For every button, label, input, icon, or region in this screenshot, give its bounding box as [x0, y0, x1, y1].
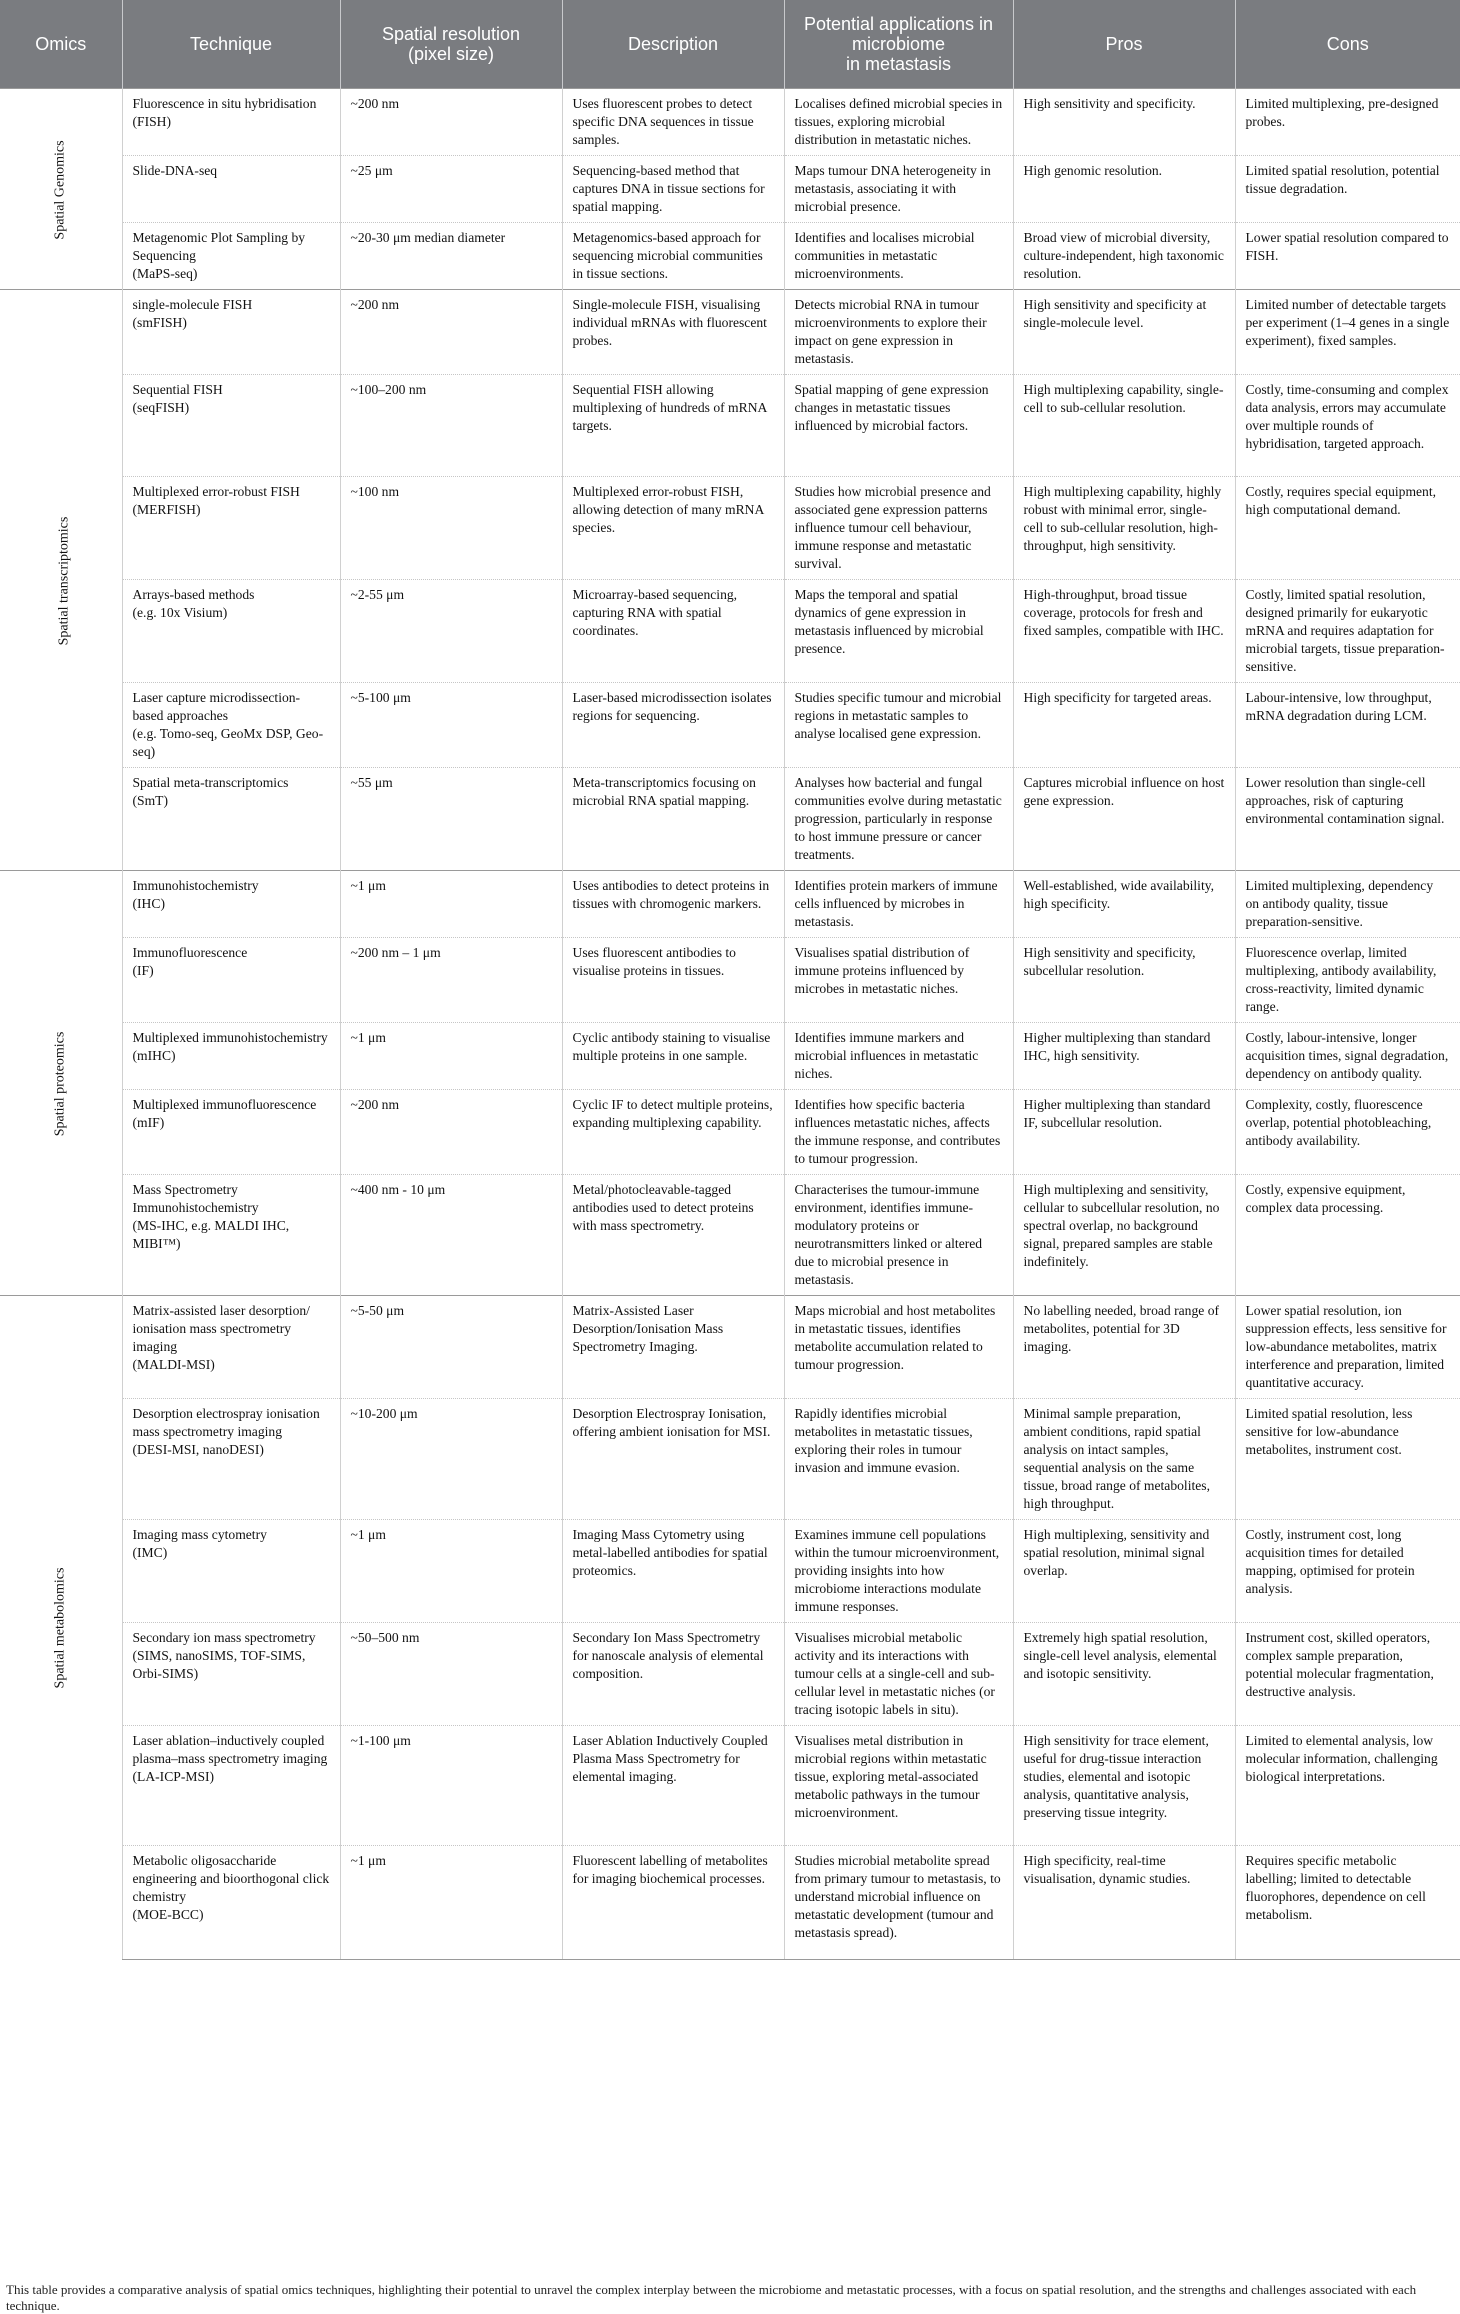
cell-resolution: ~1 μm	[340, 1023, 562, 1090]
cell-applications: Maps microbial and host metabolites in metastatic tissues, identifies metabolite accumulation related to tumour progression.	[784, 1296, 1013, 1399]
cell-resolution: ~25 μm	[340, 156, 562, 223]
cell-cons: Limited multiplexing, pre-designed probes.	[1235, 89, 1460, 156]
cell-applications: Maps the temporal and spatial dynamics of gene expression in metastasis influenced by microbial presence.	[784, 580, 1013, 683]
cell-description: Metagenomics-based approach for sequencing microbial communities in tissue sections.	[562, 223, 784, 290]
cell-applications: Characterises the tumour-immune environment, identifies immune-modulatory proteins or neurotransmitters linked or altered due to microbial presence in metastasis.	[784, 1175, 1013, 1296]
cell-technique: Metagenomic Plot Sampling by Sequencing (MaPS-seq)	[122, 223, 340, 290]
cell-pros: High-throughput, broad tissue coverage, protocols for fresh and fixed samples, compatible with IHC.	[1013, 580, 1235, 683]
table-header	[0, 0, 1460, 89]
cell-pros: High multiplexing capability, single-cell to sub-cellular resolution.	[1013, 375, 1235, 477]
cell-technique: Multiplexed immunofluorescence (mIF)	[122, 1090, 340, 1175]
cell-pros: High genomic resolution.	[1013, 156, 1235, 223]
omics-group-cell	[0, 871, 122, 1296]
cell-cons: Lower spatial resolution, ion suppression effects, less sensitive for low-abundance metabolites, matrix interference and preparation, limited quantitative accuracy.	[1235, 1296, 1460, 1399]
cell-description: Imaging Mass Cytometry using metal-labelled antibodies for spatial proteomics.	[562, 1520, 784, 1623]
cell-pros: High multiplexing, sensitivity and spatial resolution, minimal signal overlap.	[1013, 1520, 1235, 1623]
cell-technique: Multiplexed immunohistochemistry (mIHC)	[122, 1023, 340, 1090]
cell-cons: Labour-intensive, low throughput, mRNA degradation during LCM.	[1235, 683, 1460, 768]
cell-cons: Instrument cost, skilled operators, complex sample preparation, potential molecular fragmentation, destructive analysis.	[1235, 1623, 1460, 1726]
cell-description: Multiplexed error-robust FISH, allowing detection of many mRNA species.	[562, 477, 784, 580]
cell-cons: Limited multiplexing, dependency on antibody quality, tissue preparation-sensitive.	[1235, 871, 1460, 938]
cell-description: Metal/photocleavable-tagged antibodies used to detect proteins with mass spectrometry.	[562, 1175, 784, 1296]
cell-applications: Maps tumour DNA heterogeneity in metastasis, associating it with microbial presence.	[784, 156, 1013, 223]
omics-group-label: Spatial transcriptomics	[56, 516, 72, 645]
cell-cons: Fluorescence overlap, limited multiplexing, antibody availability, cross-reactivity, limited dynamic range.	[1235, 938, 1460, 1023]
cell-cons: Limited number of detectable targets per experiment (1–4 genes in a single experiment), fixed samples.	[1235, 290, 1460, 375]
cell-description: Fluorescent labelling of metabolites for imaging biochemical processes.	[562, 1846, 784, 1960]
cell-technique: Secondary ion mass spectrometry (SIMS, nanoSIMS, TOF-SIMS, Orbi-SIMS)	[122, 1623, 340, 1726]
cell-pros: High multiplexing and sensitivity, cellular to subcellular resolution, no spectral overlap, no background signal, prepared samples are stable indefinitely.	[1013, 1175, 1235, 1296]
cell-resolution: ~50–500 nm	[340, 1623, 562, 1726]
cell-description: Uses antibodies to detect proteins in tissues with chromogenic markers.	[562, 871, 784, 938]
table-row	[0, 1023, 1460, 1090]
header-omics: Omics	[0, 0, 122, 89]
cell-resolution: ~2-55 μm	[340, 580, 562, 683]
table-row	[0, 223, 1460, 290]
cell-resolution: ~100–200 nm	[340, 375, 562, 477]
table-row	[0, 477, 1460, 580]
cell-cons: Costly, instrument cost, long acquisition times for detailed mapping, optimised for protein analysis.	[1235, 1520, 1460, 1623]
cell-technique: Slide-DNA-seq	[122, 156, 340, 223]
cell-resolution: ~200 nm	[340, 1090, 562, 1175]
cell-pros: Minimal sample preparation, ambient conditions, rapid spatial analysis on intact samples, sequential analysis on the same tissue, broad range of metabolites, high throughput.	[1013, 1399, 1235, 1520]
cell-description: Uses fluorescent antibodies to visualise proteins in tissues.	[562, 938, 784, 1023]
cell-applications: Identifies how specific bacteria influences metastatic niches, affects the immune response, and contributes to tumour progression.	[784, 1090, 1013, 1175]
cell-pros: High specificity, real-time visualisation, dynamic studies.	[1013, 1846, 1235, 1960]
omics-group-cell	[0, 89, 122, 290]
table-row	[0, 1090, 1460, 1175]
cell-resolution: ~1 μm	[340, 1846, 562, 1960]
table-row	[0, 938, 1460, 1023]
cell-description: Matrix-Assisted Laser Desorption/Ionisation Mass Spectrometry Imaging.	[562, 1296, 784, 1399]
omics-group-label: Spatial proteomics	[52, 1031, 68, 1136]
cell-pros: High sensitivity and specificity.	[1013, 89, 1235, 156]
header-technique: Technique	[122, 0, 340, 89]
cell-pros: High multiplexing capability, highly robust with minimal error, single-cell to sub-cellular resolution, high-throughput, high sensitivity.	[1013, 477, 1235, 580]
cell-technique: Mass Spectrometry Immunohistochemistry (MS-IHC, e.g. MALDI IHC, MIBI™)	[122, 1175, 340, 1296]
cell-description: Desorption Electrospray Ionisation, offering ambient ionisation for MSI.	[562, 1399, 784, 1520]
table-row	[0, 1175, 1460, 1296]
table-row	[0, 1399, 1460, 1520]
table-body	[0, 89, 1460, 1960]
cell-applications: Detects microbial RNA in tumour microenvironments to explore their impact on gene expression in metastasis.	[784, 290, 1013, 375]
header-row	[0, 0, 1460, 89]
header-spatial-resolution: Spatial resolution (pixel size)	[340, 0, 562, 89]
table-row	[0, 375, 1460, 477]
table-row	[0, 1726, 1460, 1846]
cell-description: Secondary Ion Mass Spectrometry for nanoscale analysis of elemental composition.	[562, 1623, 784, 1726]
cell-pros: High sensitivity and specificity at single-molecule level.	[1013, 290, 1235, 375]
cell-resolution: ~100 nm	[340, 477, 562, 580]
omics-group-cell	[0, 1296, 122, 1960]
cell-technique: single-molecule FISH (smFISH)	[122, 290, 340, 375]
cell-applications: Identifies and localises microbial communities in metastatic microenvironments.	[784, 223, 1013, 290]
cell-applications: Studies how microbial presence and associated gene expression patterns influence tumour cell behaviour, immune response and metastatic survival.	[784, 477, 1013, 580]
cell-resolution: ~1 μm	[340, 871, 562, 938]
cell-technique: Fluorescence in situ hybridisation (FISH)	[122, 89, 340, 156]
cell-pros: Captures microbial influence on host gene expression.	[1013, 768, 1235, 871]
cell-pros: Higher multiplexing than standard IF, subcellular resolution.	[1013, 1090, 1235, 1175]
cell-description: Laser Ablation Inductively Coupled Plasma Mass Spectrometry for elemental imaging.	[562, 1726, 784, 1846]
table-row	[0, 1520, 1460, 1623]
table-row	[0, 683, 1460, 768]
cell-resolution: ~200 nm – 1 μm	[340, 938, 562, 1023]
table-row	[0, 290, 1460, 375]
cell-applications: Studies specific tumour and microbial regions in metastatic samples to analyse localised gene expression.	[784, 683, 1013, 768]
cell-cons: Costly, labour-intensive, longer acquisition times, signal degradation, dependency on antibody quality.	[1235, 1023, 1460, 1090]
cell-pros: Extremely high spatial resolution, single-cell level analysis, elemental and isotopic sensitivity.	[1013, 1623, 1235, 1726]
cell-applications: Studies microbial metabolite spread from primary tumour to metastasis, to understand microbial influence on metastatic development (tumour and metastasis spread).	[784, 1846, 1013, 1960]
table-row	[0, 768, 1460, 871]
cell-technique: Imaging mass cytometry (IMC)	[122, 1520, 340, 1623]
cell-resolution: ~1 μm	[340, 1520, 562, 1623]
cell-cons: Complexity, costly, fluorescence overlap, potential photobleaching, antibody availability.	[1235, 1090, 1460, 1175]
omics-group-cell	[0, 290, 122, 871]
cell-technique: Sequential FISH (seqFISH)	[122, 375, 340, 477]
cell-resolution: ~200 nm	[340, 290, 562, 375]
table-row	[0, 156, 1460, 223]
cell-technique: Desorption electrospray ionisation mass spectrometry imaging (DESI-MSI, nanoDESI)	[122, 1399, 340, 1520]
cell-technique: Spatial meta-transcriptomics (SmT)	[122, 768, 340, 871]
table-row	[0, 1296, 1460, 1399]
table-row	[0, 871, 1460, 938]
cell-cons: Costly, time-consuming and complex data analysis, errors may accumulate over multiple rounds of hybridisation, targeted approach.	[1235, 375, 1460, 477]
cell-cons: Lower resolution than single-cell approaches, risk of capturing environmental contamination signal.	[1235, 768, 1460, 871]
cell-pros: No labelling needed, broad range of metabolites, potential for 3D imaging.	[1013, 1296, 1235, 1399]
cell-applications: Identifies immune markers and microbial influences in metastatic niches.	[784, 1023, 1013, 1090]
cell-pros: Higher multiplexing than standard IHC, high sensitivity.	[1013, 1023, 1235, 1090]
cell-applications: Spatial mapping of gene expression changes in metastatic tissues influenced by microbial factors.	[784, 375, 1013, 477]
omics-group-label: Spatial metabolomics	[52, 1567, 68, 1689]
table-row	[0, 580, 1460, 683]
cell-applications: Visualises microbial metabolic activity and its interactions with tumour cells at a single-cell and sub-cellular level in metastatic niches (or tracing isotopic labels in situ).	[784, 1623, 1013, 1726]
cell-description: Sequential FISH allowing multiplexing of hundreds of mRNA targets.	[562, 375, 784, 477]
table-row	[0, 1846, 1460, 1960]
cell-description: Cyclic antibody staining to visualise multiple proteins in one sample.	[562, 1023, 784, 1090]
cell-applications: Visualises metal distribution in microbial regions within metastatic tissue, exploring metal-associated metabolic pathways in the tumour microenvironment.	[784, 1726, 1013, 1846]
cell-resolution: ~10-200 μm	[340, 1399, 562, 1520]
header-cons: Cons	[1235, 0, 1460, 89]
cell-technique: Multiplexed error-robust FISH (MERFISH)	[122, 477, 340, 580]
cell-technique: Immunohistochemistry (IHC)	[122, 871, 340, 938]
cell-resolution: ~400 nm - 10 μm	[340, 1175, 562, 1296]
cell-description: Cyclic IF to detect multiple proteins, expanding multiplexing capability.	[562, 1090, 784, 1175]
cell-pros: High specificity for targeted areas.	[1013, 683, 1235, 768]
cell-technique: Matrix-assisted laser desorption/ ionisation mass spectrometry imaging (MALDI-MSI)	[122, 1296, 340, 1399]
cell-technique: Metabolic oligosaccharide engineering and bioorthogonal click chemistry (MOE-BCC)	[122, 1846, 340, 1960]
cell-resolution: ~55 μm	[340, 768, 562, 871]
header-applications: Potential applications in microbiome in metastasis	[784, 0, 1013, 89]
cell-applications: Rapidly identifies microbial metabolites in metastatic tissues, exploring their roles in tumour invasion and immune evasion.	[784, 1399, 1013, 1520]
cell-description: Single-molecule FISH, visualising individual mRNAs with fluorescent probes.	[562, 290, 784, 375]
table-row	[0, 89, 1460, 156]
cell-applications: Localises defined microbial species in tissues, exploring microbial distribution in metastatic niches.	[784, 89, 1013, 156]
cell-cons: Lower spatial resolution compared to FISH.	[1235, 223, 1460, 290]
cell-cons: Limited spatial resolution, less sensitive for low-abundance metabolites, instrument cost.	[1235, 1399, 1460, 1520]
cell-description: Microarray-based sequencing, capturing RNA with spatial coordinates.	[562, 580, 784, 683]
cell-pros: Well-established, wide availability, high specificity.	[1013, 871, 1235, 938]
omics-group-label: Spatial Genomics	[52, 139, 68, 240]
cell-technique: Immunofluorescence (IF)	[122, 938, 340, 1023]
cell-technique: Laser capture microdissection-based approaches (e.g. Tomo-seq, GeoMx DSP, Geo-seq)	[122, 683, 340, 768]
cell-applications: Examines immune cell populations within the tumour microenvironment, providing insights into how microbiome interactions modulate immune responses.	[784, 1520, 1013, 1623]
cell-cons: Limited spatial resolution, potential tissue degradation.	[1235, 156, 1460, 223]
cell-cons: Costly, limited spatial resolution, designed primarily for eukaryotic mRNA and requires adaptation for microbial targets, tissue preparation-sensitive.	[1235, 580, 1460, 683]
cell-description: Uses fluorescent probes to detect specific DNA sequences in tissue samples.	[562, 89, 784, 156]
cell-pros: Broad view of microbial diversity, culture-independent, high taxonomic resolution.	[1013, 223, 1235, 290]
cell-technique: Laser ablation–inductively coupled plasma–mass spectrometry imaging (LA-ICP-MSI)	[122, 1726, 340, 1846]
cell-applications: Analyses how bacterial and fungal communities evolve during metastatic progression, particularly in response to host immune pressure or cancer treatments.	[784, 768, 1013, 871]
cell-resolution: ~200 nm	[340, 89, 562, 156]
cell-applications: Identifies protein markers of immune cells influenced by microbes in metastasis.	[784, 871, 1013, 938]
cell-applications: Visualises spatial distribution of immune proteins influenced by microbes in metastatic niches.	[784, 938, 1013, 1023]
cell-pros: High sensitivity for trace element, useful for drug-tissue interaction studies, elemental and isotopic analysis, quantitative analysis, preserving tissue integrity.	[1013, 1726, 1235, 1846]
cell-description: Sequencing-based method that captures DNA in tissue sections for spatial mapping.	[562, 156, 784, 223]
header-description: Description	[562, 0, 784, 89]
header-pros: Pros	[1013, 0, 1235, 89]
cell-resolution: ~5-100 μm	[340, 683, 562, 768]
cell-description: Meta-transcriptomics focusing on microbial RNA spatial mapping.	[562, 768, 784, 871]
cell-resolution: ~1-100 μm	[340, 1726, 562, 1846]
cell-description: Laser-based microdissection isolates regions for sequencing.	[562, 683, 784, 768]
cell-resolution: ~20-30 μm median diameter	[340, 223, 562, 290]
table-footnote: This table provides a comparative analysis of spatial omics techniques, highlighting their potential to unravel the complex interplay between the microbiome and metastatic processes, with a focus on spatial resolution, and the strengths and challenges associated with each technique.	[6, 2282, 1417, 2313]
cell-cons: Requires specific metabolic labelling; limited to detectable fluorophores, dependence on cell metabolism.	[1235, 1846, 1460, 1960]
table-row	[0, 1623, 1460, 1726]
cell-resolution: ~5-50 μm	[340, 1296, 562, 1399]
cell-pros: High sensitivity and specificity, subcellular resolution.	[1013, 938, 1235, 1023]
cell-cons: Limited to elemental analysis, low molecular information, challenging biological interpretations.	[1235, 1726, 1460, 1846]
cell-technique: Arrays-based methods (e.g. 10x Visium)	[122, 580, 340, 683]
cell-cons: Costly, requires special equipment, high computational demand.	[1235, 477, 1460, 580]
cell-cons: Costly, expensive equipment, complex data processing.	[1235, 1175, 1460, 1296]
